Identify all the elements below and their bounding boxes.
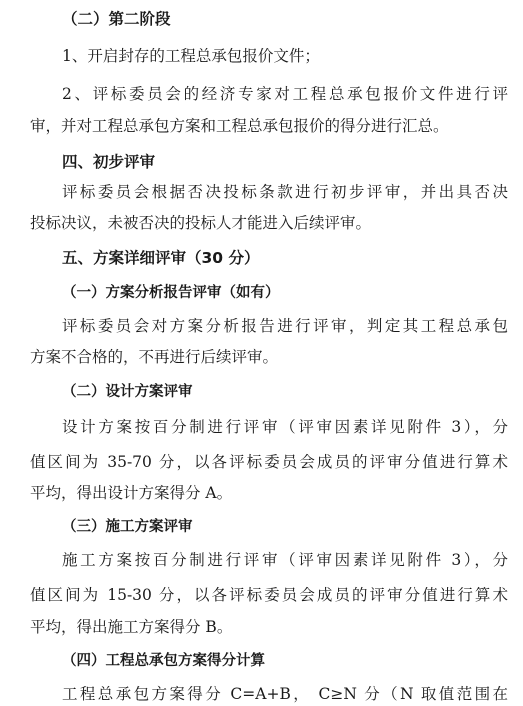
section-five-heading: 五、方案详细评审（30 分） (62, 249, 260, 267)
paragraph-line: 审，并对工程总承包方案和工程总承包报价的得分进行汇总。 (30, 117, 449, 135)
stage-two-heading: （二）第二阶段 (62, 10, 171, 28)
subsection-heading: （三）施工方案评审 (62, 519, 193, 535)
subsection-heading: （四）工程总承包方案得分计算 (62, 653, 265, 669)
paragraph-line: 方案不合格的，不再进行后续评审。 (30, 348, 279, 366)
paragraph-line: 评标委员会根据否决投标条款进行初步评审，并出具否决 (62, 183, 508, 201)
section-four-heading: 四、初步评审 (62, 153, 156, 171)
paragraph-line: 平均，得出设计方案得分 A。 (30, 484, 233, 502)
paragraph-line: 值区间为 15-30 分，以各评标委员会成员的评审分值进行算术 (30, 586, 508, 604)
paragraph-line: 1、开启封存的工程总承包报价文件； (62, 47, 320, 65)
paragraph-line: 平均，得出施工方案得分 B。 (30, 618, 233, 636)
subsection-heading: （一）方案分析报告评审（如有） (62, 285, 280, 301)
subsection-heading: （二）设计方案评审 (62, 384, 193, 400)
paragraph-line: 评标委员会对方案分析报告进行评审，判定其工程总承包 (62, 317, 508, 335)
paragraph-line: 值区间为 35-70 分，以各评标委员会成员的评审分值进行算术 (30, 453, 508, 471)
paragraph-line: 投标决议，未被否决的投标人才能进入后续评审。 (30, 214, 372, 232)
paragraph-line: 工程总承包方案得分 C=A+B， C≥N 分（N 取值范围在 (62, 685, 508, 703)
paragraph-line: 施工方案按百分制进行评审（评审因素详见附件 3），分 (62, 551, 508, 569)
paragraph-line: 2、评标委员会的经济专家对工程总承包报价文件进行评 (62, 85, 508, 103)
paragraph-line: 设计方案按百分制进行评审（评审因素详见附件 3），分 (62, 418, 508, 436)
